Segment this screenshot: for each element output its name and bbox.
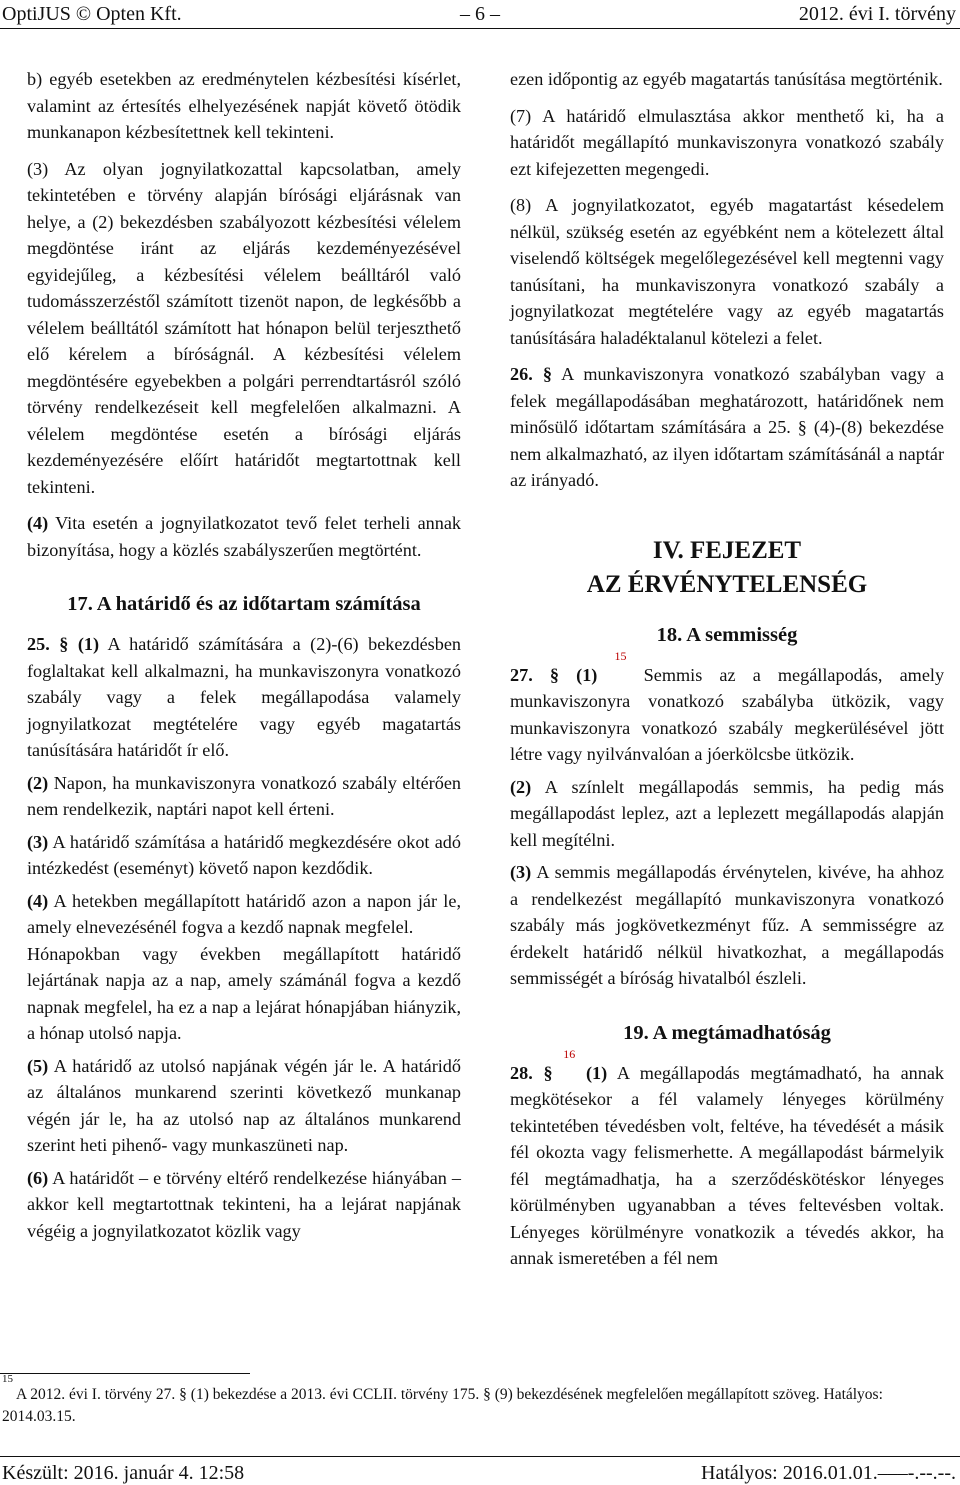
left-column [27, 66, 461, 1244]
s27-paragraph-2 [510, 774, 944, 854]
chapter-number: IV. FEJEZET [652, 536, 802, 564]
paragraph-text: A semmis megállapodás érvénytelen, kivéve, ha ahhoz a rendelkezést megállapító munkaviszonyra vonatkozó szabály más jogkövetkezményt fűz. A semmisségre az érdekelt határidő nélkül hivatkozhat, a megállapodás semmisségét a bíróság hivatalból észleli. [510, 862, 944, 988]
s25-paragraph-1 [27, 631, 461, 764]
paragraph-text: A határidő számítására a (2)-(6) bekezdésben foglaltakat kell alkalmazni, ha munkaviszonyra vonatkozó szabály vagy a felek megállapodása valamely jognyilatkozat megtételére vagy egyéb magatartás tanúsítására határidőt ír elő. [27, 634, 462, 760]
footnote-ref[interactable]: 16 [563, 1046, 576, 1061]
paragraph-text: A színlelt megállapodás semmis, ha pedig más megállapodást leplez, azt a leplezett megállapodás alapján kell megítélni. [510, 776, 944, 850]
paragraph-8: (8) A jognyilatkozatot, egyéb magatartást késedelem nélkül, szükség esetén az egyébként nem a kötelezett által viselendő költségek megelőlegezésével kell megtenni vagy tanúsítani, ha munkaviszonyra vonatkozó szabály a jognyilatkozat megtételére vagy az egyéb magatartás tanúsítására haladéktalanul kötelezi a felet. [510, 195, 944, 348]
section-number: 27. § [510, 664, 559, 685]
paragraph-text: Napon, ha munkaviszonyra vonatkozó szabály eltérően nem rendelkezik, naptári napot kell érteni. [27, 772, 461, 819]
section-number: 28. § [510, 1062, 553, 1083]
footnote [2, 1373, 958, 1428]
footer-rule [0, 1456, 960, 1457]
s25-paragraph-6 [27, 1165, 461, 1245]
paragraph-number: (1) [585, 1062, 608, 1083]
paragraph-number: (4) [27, 513, 49, 533]
header-page-number: – 6 – [460, 3, 500, 25]
section-number: 25. § [27, 634, 69, 654]
page-footer [0, 1456, 960, 1484]
section-number: 26. § [510, 364, 552, 384]
paragraph-text: A hetekben megállapított határidő azon a napon jár le, amely elnevezésénél fogva a kezdő napnak megfelel. [27, 890, 461, 937]
paragraph-number: (1) [576, 664, 598, 685]
paragraph-text: Vita esetén a jognyilatkozatot tevő felet terheli annak bizonyítása, hogy a közlés szabályszerűen megtörtént. [27, 513, 461, 560]
s27-paragraph-1 [510, 648, 945, 768]
chapter-heading [510, 534, 944, 602]
paragraph-text: A határidő az utolsó napjának végén jár le. A határidő az általános munkarend szerinti következő munkanap végén jár le, ha az utolsó nap az általános munkarend szerint heti pihenő- vagy munkaszüneti nap. [27, 1055, 461, 1155]
chapter-title: AZ ÉRVÉNYTELENSÉG [586, 570, 868, 598]
section-heading-19: 19. A megtámadhatóság [623, 1021, 831, 1044]
s26-paragraph [510, 361, 944, 494]
continued-paragraph: ezen időpontig az egyéb magatartás tanúsítása megtörténik. [510, 69, 943, 89]
paragraph-text: A határidőt – e törvény eltérő rendelkezése hiányában – akkor kell megtartottnak tekinteni, ha a lejárat napjának végéig a jognyilatkozatot közlik vagy [27, 1167, 461, 1241]
paragraph-text: A megállapodás megtámadható, ha annak megkötésekor a fél valamely lényeges körülmény tekintetében tévedésben volt, feltéve, ha tévedését a másik fél okozta vagy felismerhette. A megállapodást bármelyik fél megtámadhatja, ha a szerződéskötéskor lényeges körülményben ugyanabban a téves feltevésben voltak. Lényeges körülményre vonatkozik a tévedés akkor, ha annak ismeretében a fél nem [510, 1062, 944, 1268]
footnote-number: 15 [2, 1373, 13, 1385]
paragraph-text: A munkaviszonyra vonatkozó szabályban vagy a felek megállapodásában meghatározott, határidőnek nem minősülő időtartam számítására a 25. § (4)-(8) bekezdése nem alkalmazható, az ilyen időtartam számításánál a naptár az irányadó. [510, 364, 944, 490]
right-column [510, 66, 944, 1272]
paragraph-number: (6) [27, 1167, 49, 1188]
section-heading-17: 17. A határidő és az időtartam számítása [67, 593, 421, 615]
s28-paragraph-1 [510, 1046, 944, 1272]
paragraph-text: A határidő számítása a határidő megkezdésére okot adó intézkedést (eseményt) követő napon kezdődik. [27, 831, 461, 878]
paragraph-number: (2) [27, 772, 49, 793]
header-law-title: 2012. évi I. törvény [798, 3, 956, 25]
footer-effective: Hatályos: 2016.01.01.–––-.--.--. [701, 1462, 956, 1484]
footnote-text: A 2012. évi I. törvény 27. § (1) bekezdése a 2013. évi CCLII. törvény 175. § (9) bekezdésének megfelelően megállapított szöveg. Hatályos: 2014.03.15. [2, 1386, 883, 1425]
section-heading-18: 18. A semmisség [656, 623, 798, 646]
s25-paragraph-2 [27, 770, 461, 823]
s25-paragraph-4b: Hónapokban vagy években megállapított határidő lejártának napja az a nap, amely számánál fogva a kezdő napnak megfelel, ha ez a nap a lejárat hónapjában hiányzik, a hónap utolsó napja. [27, 943, 461, 1043]
paragraph-text: Semmis az a megállapodás, amely munkaviszonyra vonatkozó szabályba ütközik, vagy munkaviszonyra vonatkozó szabály megkerülésével jött létre vagy nyilvánvalóan a jóerkölcsbe ütközik. [510, 664, 945, 764]
s25-paragraph-4 [27, 888, 461, 941]
paragraph-3: (3) Az olyan jognyilatkozattal kapcsolatban, amely tekintetében e törvény alapján bírósági eljárásnak van helye, a (2) bekezdésben szabályozott kézbesítési vélelem megdöntése iránt az eljárás kezdeményezésével egyidejűleg, a kézbesítési vélelem beálltáról való tudomásszerzéstől számított tizenöt napon, de legkésőbb a vélelem beálltától számított hat hónapon belül terjeszthető elő kérelem a bíróságnál. A kézbesítési vélelem megdöntésére egyebekben a polgári perrendtartásról szóló törvény rendelkezéseit kell megfelelően alkalmazni. A vélelem megdöntése esetén a bírósági eljárás kezdeményezésére előírt határidőt megtartottnak kell tekinteni. [27, 158, 461, 497]
header-rule [0, 28, 960, 29]
header-publisher: OptiJUS © Opten Kft. [2, 3, 182, 25]
paragraph-number: (3) [510, 862, 532, 882]
page-header [0, 0, 960, 30]
paragraph-number: (4) [27, 890, 49, 911]
paragraph-number: (2) [510, 776, 532, 797]
s27-paragraph-3 [510, 859, 944, 992]
paragraph-b: b) egyéb esetekben az eredménytelen kézbesítési kísérlet, valamint az értesítés elhelyezésének napját követő ötödik munkanapon kézbesítettnek kell tekinteni. [27, 69, 461, 142]
paragraph-number: (5) [27, 1055, 49, 1076]
paragraph-4 [27, 510, 461, 563]
footnote-ref[interactable]: 15 [614, 648, 627, 663]
paragraph-number: (3) [27, 831, 49, 852]
footer-created: Készült: 2016. január 4. 12:58 [2, 1462, 245, 1484]
paragraph-7: (7) A határidő elmulasztása akkor menthető ki, ha a határidőt megállapító munkaviszonyra vonatkozó szabály ezt kifejezetten megengedi. [510, 105, 944, 179]
paragraph-number: (1) [77, 634, 100, 654]
s25-paragraph-5 [27, 1053, 461, 1159]
footnote-rule [0, 1373, 250, 1374]
s25-paragraph-3 [27, 829, 461, 882]
